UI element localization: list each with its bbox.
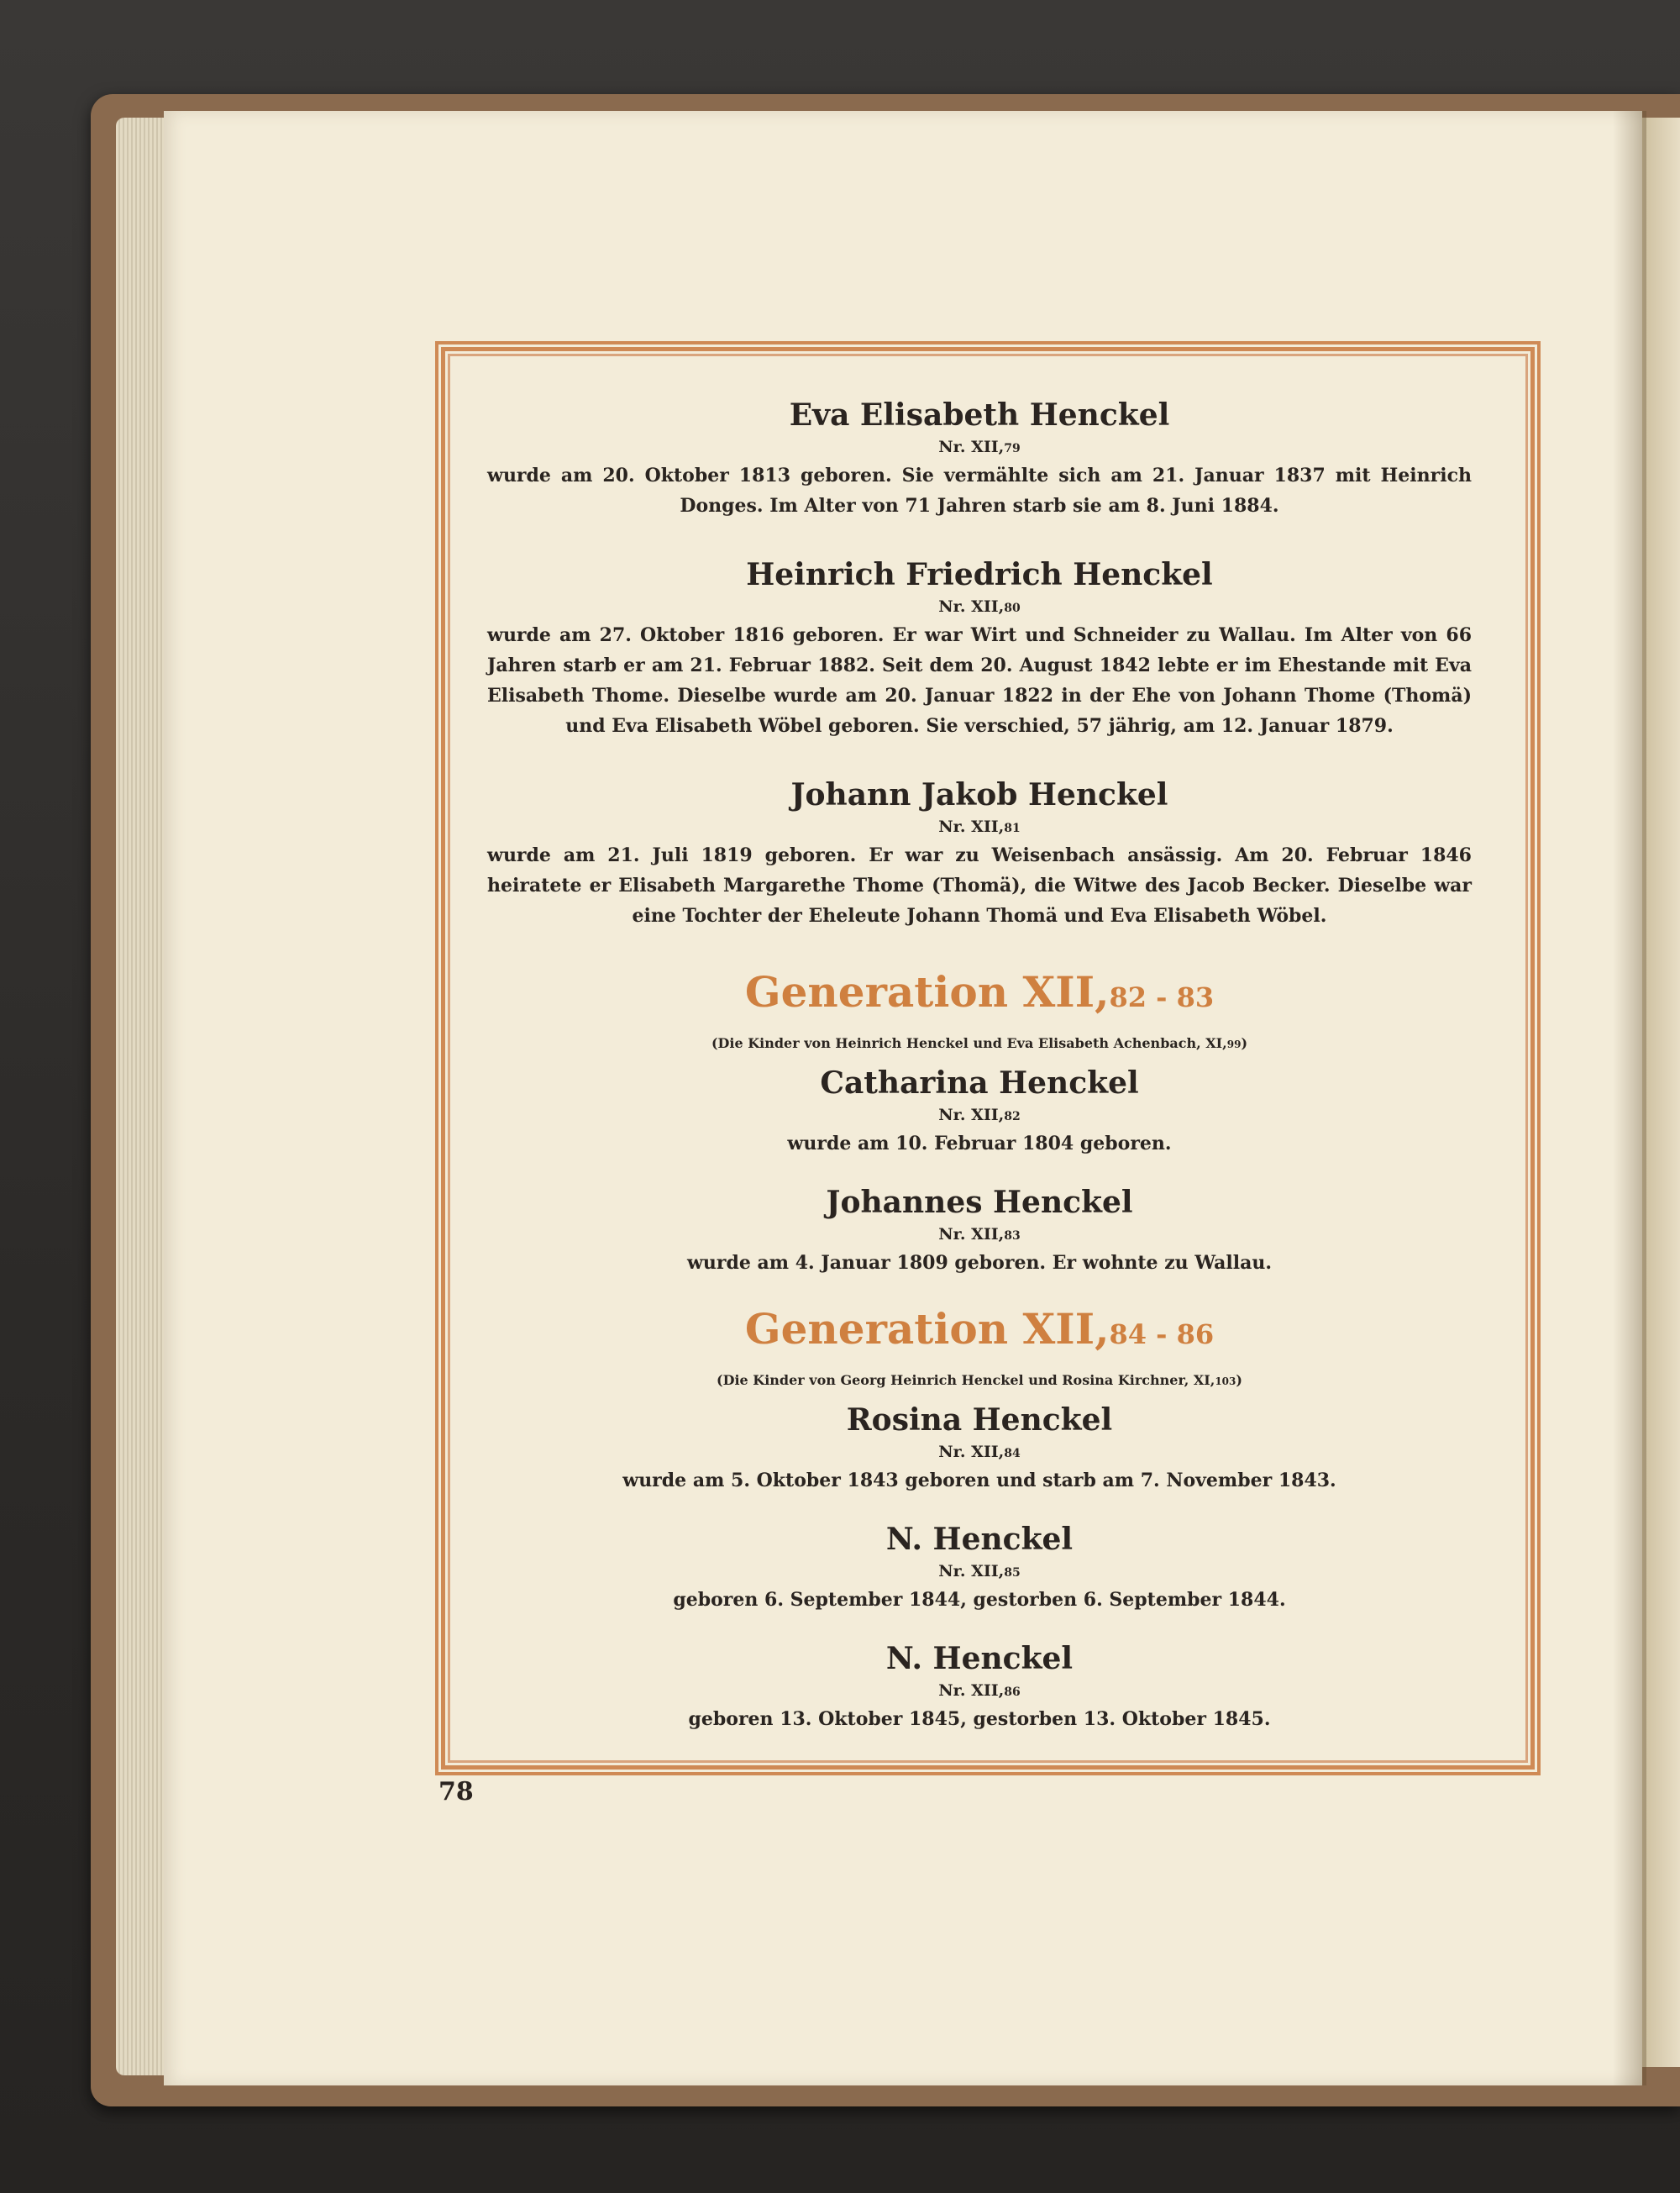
gutter-shadow xyxy=(1613,111,1646,2085)
entry-text: geboren 6. September 1844, gestorben 6. September 1844. xyxy=(673,1589,1286,1611)
entry-text: wurde am 4. Januar 1809 geboren. Er wohnte zu Wallau. xyxy=(686,1252,1273,1274)
entry-text: wurde am 21. Juli 1819 geboren. Er war zu Weisenbach ansässig. Am 20. Februar 1846 heiratete er Elisabeth Margarethe Thome (Thomä), die Witwe des Jacob Becker. Dieselbe war eine Tochter der Eheleute Johann Thomä und Eva Elisabeth Wöbel. xyxy=(487,844,1472,927)
entry-number: Nr. XII,83 xyxy=(938,1225,1021,1244)
entry-rosina xyxy=(487,1400,1472,1496)
entry-name: N. Henckel xyxy=(885,1522,1074,1557)
page-number: 78 xyxy=(438,1777,474,1806)
entry-name: Rosina Henckel xyxy=(846,1402,1113,1438)
entry-eva-elisabeth xyxy=(487,395,1472,521)
generation-parents: (Die Kinder von Heinrich Henckel und Eva Elisabeth Achenbach, XI,99) xyxy=(711,1035,1248,1051)
entry-johannes xyxy=(487,1182,1472,1278)
entry-name: Johann Jakob Henckel xyxy=(790,777,1168,813)
entry-name: Heinrich Friedrich Henckel xyxy=(746,557,1213,592)
entry-name: N. Henckel xyxy=(885,1641,1074,1676)
entry-number: Nr. XII,86 xyxy=(938,1681,1021,1700)
entry-number: Nr. XII,82 xyxy=(938,1106,1021,1124)
entry-text: wurde am 5. Oktober 1843 geboren und starb am 7. November 1843. xyxy=(622,1470,1336,1491)
entry-number: Nr. XII,79 xyxy=(938,438,1021,456)
entry-number: Nr. XII,85 xyxy=(938,1562,1021,1580)
entry-text: wurde am 20. Oktober 1813 geboren. Sie vermählte sich am 21. Januar 1837 mit Heinrich Donges. Im Alter von 71 Jahren starb sie am 8. Juni 1884. xyxy=(487,465,1472,517)
entry-n-henckel-85 xyxy=(487,1519,1472,1615)
generation-parents: (Die Kinder von Georg Heinrich Henckel und Rosina Kirchner, XI,103) xyxy=(717,1372,1242,1388)
entry-text: wurde am 10. Februar 1804 geboren. xyxy=(787,1133,1172,1154)
entry-name: Catharina Henckel xyxy=(820,1065,1139,1101)
generation-heading: Generation XII,82 - 83 xyxy=(744,967,1215,1017)
entry-number: Nr. XII,84 xyxy=(938,1443,1021,1461)
next-page-edge xyxy=(1642,118,1680,2067)
entry-n-henckel-86 xyxy=(487,1638,1472,1734)
generation-heading: Generation XII,84 - 86 xyxy=(744,1304,1215,1354)
entry-text: geboren 13. Oktober 1845, gestorben 13. Oktober 1845. xyxy=(688,1708,1271,1730)
entry-heinrich-friedrich xyxy=(487,555,1472,741)
entry-name: Johannes Henckel xyxy=(826,1185,1133,1220)
entry-number: Nr. XII,81 xyxy=(938,818,1021,836)
entry-number: Nr. XII,80 xyxy=(938,597,1021,616)
entry-catharina xyxy=(487,1063,1472,1159)
entry-name: Eva Elisabeth Henckel xyxy=(789,397,1170,433)
page-content xyxy=(487,395,1472,1739)
entry-johann-jakob xyxy=(487,775,1472,931)
entry-text: wurde am 27. Oktober 1816 geboren. Er war Wirt und Schneider zu Wallau. Im Alter von 66 Jahren starb er am 21. Februar 1882. Seit dem 20. August 1842 lebte er im Ehestande mit Eva Elisabeth Thome. Dieselbe wurde am 20. Januar 1822 in der Ehe von Johann Thome (Thomä) und Eva Elisabeth Wöbel geboren. Sie verschied, 57 jährig, am 12. Januar 1879. xyxy=(487,624,1472,737)
